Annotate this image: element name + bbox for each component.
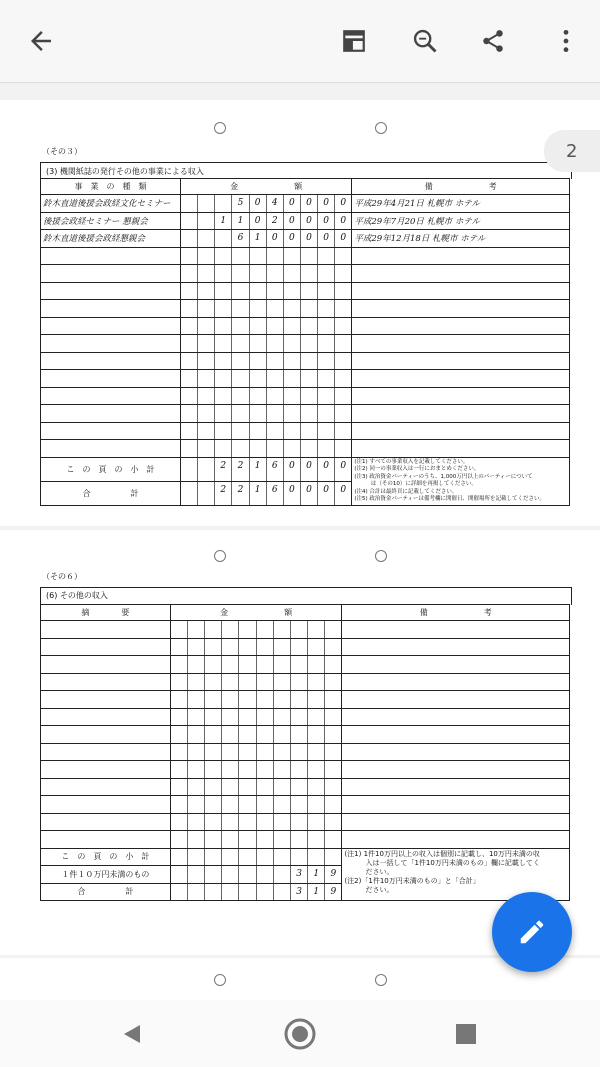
- edit-pencil-icon: [517, 917, 547, 947]
- amount-header: 金 額: [180, 179, 351, 195]
- section-title: (6) その他の収入: [46, 591, 108, 600]
- amount-digit: [205, 849, 222, 866]
- punch-hole: [214, 974, 226, 986]
- table-row: [41, 335, 570, 353]
- amount-digit: 2: [215, 458, 232, 481]
- amount-digit: [274, 849, 291, 866]
- table-row: [41, 212, 570, 230]
- amount-digit: 0: [318, 482, 335, 505]
- amount-digit: [239, 884, 256, 901]
- note-line: (注4) 合計は最終頁に記載してください。: [354, 488, 458, 495]
- amount-digit: 0: [284, 482, 301, 505]
- amount-digit: [188, 866, 205, 883]
- amount-digit: 0: [284, 458, 301, 481]
- table-row: [41, 761, 570, 779]
- note-line: (注3) 政治資金パーティーのうち、1,000万円以上のパーティーについて: [354, 473, 533, 480]
- section-number: （その６）: [42, 572, 82, 581]
- amount-digit: 0: [318, 213, 335, 230]
- table-row: [41, 778, 570, 796]
- amount-digit: [198, 195, 215, 212]
- under-100k-label: １件１０万円未満のもの: [41, 866, 171, 884]
- amount-digit: 0: [340, 198, 347, 208]
- amount-digit: 1: [250, 230, 267, 247]
- amount-digit: 0: [301, 195, 318, 212]
- amount-digit: [222, 849, 239, 866]
- amount-digit: 9: [330, 869, 337, 879]
- amount-digit: [274, 884, 291, 901]
- document-page-2: [0, 530, 600, 955]
- table-row: [41, 673, 570, 691]
- amount-digit: [181, 230, 198, 247]
- amount-digit: [215, 230, 232, 247]
- amount-digit: 0: [301, 482, 318, 505]
- amount-digit: 6: [267, 482, 284, 505]
- punch-hole: [375, 550, 387, 562]
- amount-digit: 0: [301, 458, 318, 481]
- note-line: ださい。: [344, 885, 394, 894]
- note-line: (注1) 1件10万円以上の収入は個別に記載し、10万円未満の収: [344, 849, 540, 858]
- amount-digit: 3: [291, 866, 308, 883]
- amount-digit: 0: [318, 195, 335, 212]
- note-line: (注2)「1件10万円未満のもの」と「合計」: [344, 876, 480, 885]
- amount-digit: 0: [340, 484, 347, 495]
- table-row: [41, 831, 570, 849]
- amount-digit: [198, 213, 215, 230]
- amount-digit: 0: [340, 233, 347, 243]
- edit-fab-button[interactable]: [492, 892, 572, 972]
- amount-digit: [215, 195, 232, 212]
- amount-digit: 0: [284, 195, 301, 212]
- amount-digit: 4: [267, 195, 284, 212]
- amount-digit: 1: [308, 884, 325, 901]
- amount-digit: 0: [284, 213, 301, 230]
- amount-digit: [222, 884, 239, 901]
- table-row: [41, 352, 570, 370]
- more-vert-icon[interactable]: [545, 20, 587, 62]
- punch-hole: [214, 550, 226, 562]
- table-row: [41, 370, 570, 388]
- amount-digit: [222, 866, 239, 883]
- row-amount: [181, 230, 351, 247]
- table-row: [41, 195, 570, 213]
- amount-digit: [257, 884, 274, 901]
- business-kind: 後援会政経セミナー 懇親会: [43, 216, 148, 227]
- amount-digit: 0: [340, 460, 347, 471]
- table-row: [41, 230, 570, 248]
- amount-digit: [188, 884, 205, 901]
- note-line: (注2) 同一の事業収入は一行におまとめください。: [354, 466, 480, 472]
- subtotal-amount: [171, 849, 342, 866]
- amount-digit: 0: [318, 458, 335, 481]
- amount-digit: 0: [301, 230, 318, 247]
- table-row: [41, 422, 570, 440]
- amount-digit: [171, 849, 188, 866]
- amount-digit: [198, 230, 215, 247]
- subtotal-label: こ の 頁 の 小 計: [41, 848, 171, 866]
- share-icon[interactable]: [472, 20, 514, 62]
- table-row: [41, 621, 570, 639]
- app-toolbar: [0, 0, 600, 83]
- system-nav-bar: [0, 1000, 600, 1067]
- amount-digit: 0: [267, 230, 284, 247]
- table-row: [41, 387, 570, 405]
- amount-digit: 2: [232, 458, 249, 481]
- total-label: 合 計: [41, 481, 181, 505]
- table-row: [41, 726, 570, 744]
- amount-digit: 6: [232, 230, 249, 247]
- amount-digit: 6: [267, 458, 284, 481]
- amount-digit: [181, 482, 198, 505]
- business-income-table: [40, 178, 570, 506]
- remark-header: 備 考: [352, 179, 570, 195]
- amount-digit: [198, 458, 215, 481]
- remark: 平成29年12月18日 札幌市 ホテル: [354, 234, 486, 245]
- business-kind: 鈴木直道後援会政経懇親会: [43, 234, 146, 245]
- home-circle-icon[interactable]: [282, 1016, 318, 1052]
- table-row: [41, 813, 570, 831]
- amount-digit: 3: [291, 884, 308, 901]
- punch-hole: [375, 974, 387, 986]
- amount-digit: 2: [215, 482, 232, 505]
- amount-digit: [171, 866, 188, 883]
- amount-digit: [239, 866, 256, 883]
- amount-digit: [257, 849, 274, 866]
- amount-digit: [239, 849, 256, 866]
- notes: [352, 458, 569, 505]
- table-row: [41, 317, 570, 335]
- table-row: [41, 440, 570, 458]
- punch-hole: [214, 122, 226, 134]
- note-line: (注5) 政治資金パーティーは備考欄に開催日、開催場所を記載してください。: [354, 496, 545, 502]
- amount-digit: 5: [232, 195, 249, 212]
- amount-digit: 2: [232, 482, 249, 505]
- amount-digit: [325, 849, 341, 866]
- amount-digit: 0: [250, 195, 267, 212]
- arrow-back-icon[interactable]: [20, 20, 62, 62]
- amount-digit: [205, 884, 222, 901]
- note-line: ださい。: [344, 867, 394, 876]
- amount-digit: 9: [330, 886, 337, 897]
- document-page-1: [0, 100, 600, 526]
- under-100k-amount: [171, 866, 342, 883]
- remark: 平成29年4月21日 札幌市 ホテル: [354, 199, 480, 210]
- amount-digit: 1: [232, 213, 249, 230]
- amount-digit: [274, 866, 291, 883]
- amount-digit: [291, 849, 308, 866]
- summary-header: 摘 要: [41, 605, 171, 621]
- table-row: [41, 405, 570, 423]
- amount-digit: [308, 849, 325, 866]
- row-amount: [181, 195, 351, 212]
- note-line: (注1) すべての事業収入を記載してください。: [354, 458, 469, 465]
- amount-header: 金 額: [170, 605, 342, 621]
- table-row: [41, 265, 570, 283]
- back-triangle-icon[interactable]: [114, 1016, 150, 1052]
- amount-digit: 1: [215, 213, 232, 230]
- amount-digit: [257, 866, 274, 883]
- amount-digit: 1: [250, 482, 267, 505]
- kind-header: 事 業 の 種 類: [41, 179, 181, 195]
- other-income-table: [40, 604, 570, 901]
- total-amount: [171, 884, 342, 901]
- row-amount: [181, 213, 351, 230]
- total-label: 合 計: [41, 883, 171, 901]
- table-row: [41, 691, 570, 709]
- punch-hole: [375, 122, 387, 134]
- table-row: [41, 282, 570, 300]
- document-layout-icon[interactable]: [333, 20, 375, 62]
- section-title: (3) 機関紙誌の発行その他の事業による収入: [46, 167, 204, 176]
- amount-digit: [171, 884, 188, 901]
- amount-digit: 1: [250, 458, 267, 481]
- amount-digit: 0: [318, 230, 335, 247]
- amount-digit: 0: [301, 213, 318, 230]
- zoom-search-icon[interactable]: [404, 20, 446, 62]
- amount-digit: [181, 458, 198, 481]
- amount-digit: 0: [250, 213, 267, 230]
- table-row: [41, 300, 570, 318]
- subtotal-label: こ の 頁 の 小 計: [41, 457, 181, 481]
- remark: 平成29年7月20日 札幌市 ホテル: [354, 216, 480, 227]
- table-row: [41, 638, 570, 656]
- subtotal-amount: [181, 458, 351, 481]
- amount-digit: [198, 482, 215, 505]
- recents-square-icon[interactable]: [448, 1016, 484, 1052]
- amount-digit: [188, 849, 205, 866]
- amount-digit: 0: [340, 215, 347, 226]
- page-indicator: 2: [544, 130, 600, 172]
- notes: [342, 849, 569, 896]
- section-number: （その３）: [42, 147, 82, 156]
- table-row: [41, 743, 570, 761]
- note-line: は（その10）に詳細を再掲してください。: [354, 481, 477, 487]
- table-row: [41, 247, 570, 265]
- table-row: [41, 708, 570, 726]
- table-row: [41, 656, 570, 674]
- amount-digit: [205, 866, 222, 883]
- note-line: 入は一括して「1件10万円未満のもの」欄に記載してく: [344, 858, 540, 867]
- amount-digit: [181, 195, 198, 212]
- amount-digit: [181, 213, 198, 230]
- total-amount: [181, 482, 351, 505]
- remark-header: 備 考: [342, 605, 570, 621]
- amount-digit: 0: [284, 230, 301, 247]
- amount-digit: 2: [267, 213, 284, 230]
- amount-digit: 1: [308, 866, 325, 883]
- table-row: [41, 796, 570, 814]
- business-kind: 鈴木直道後援会政経文化セミナー: [43, 199, 171, 210]
